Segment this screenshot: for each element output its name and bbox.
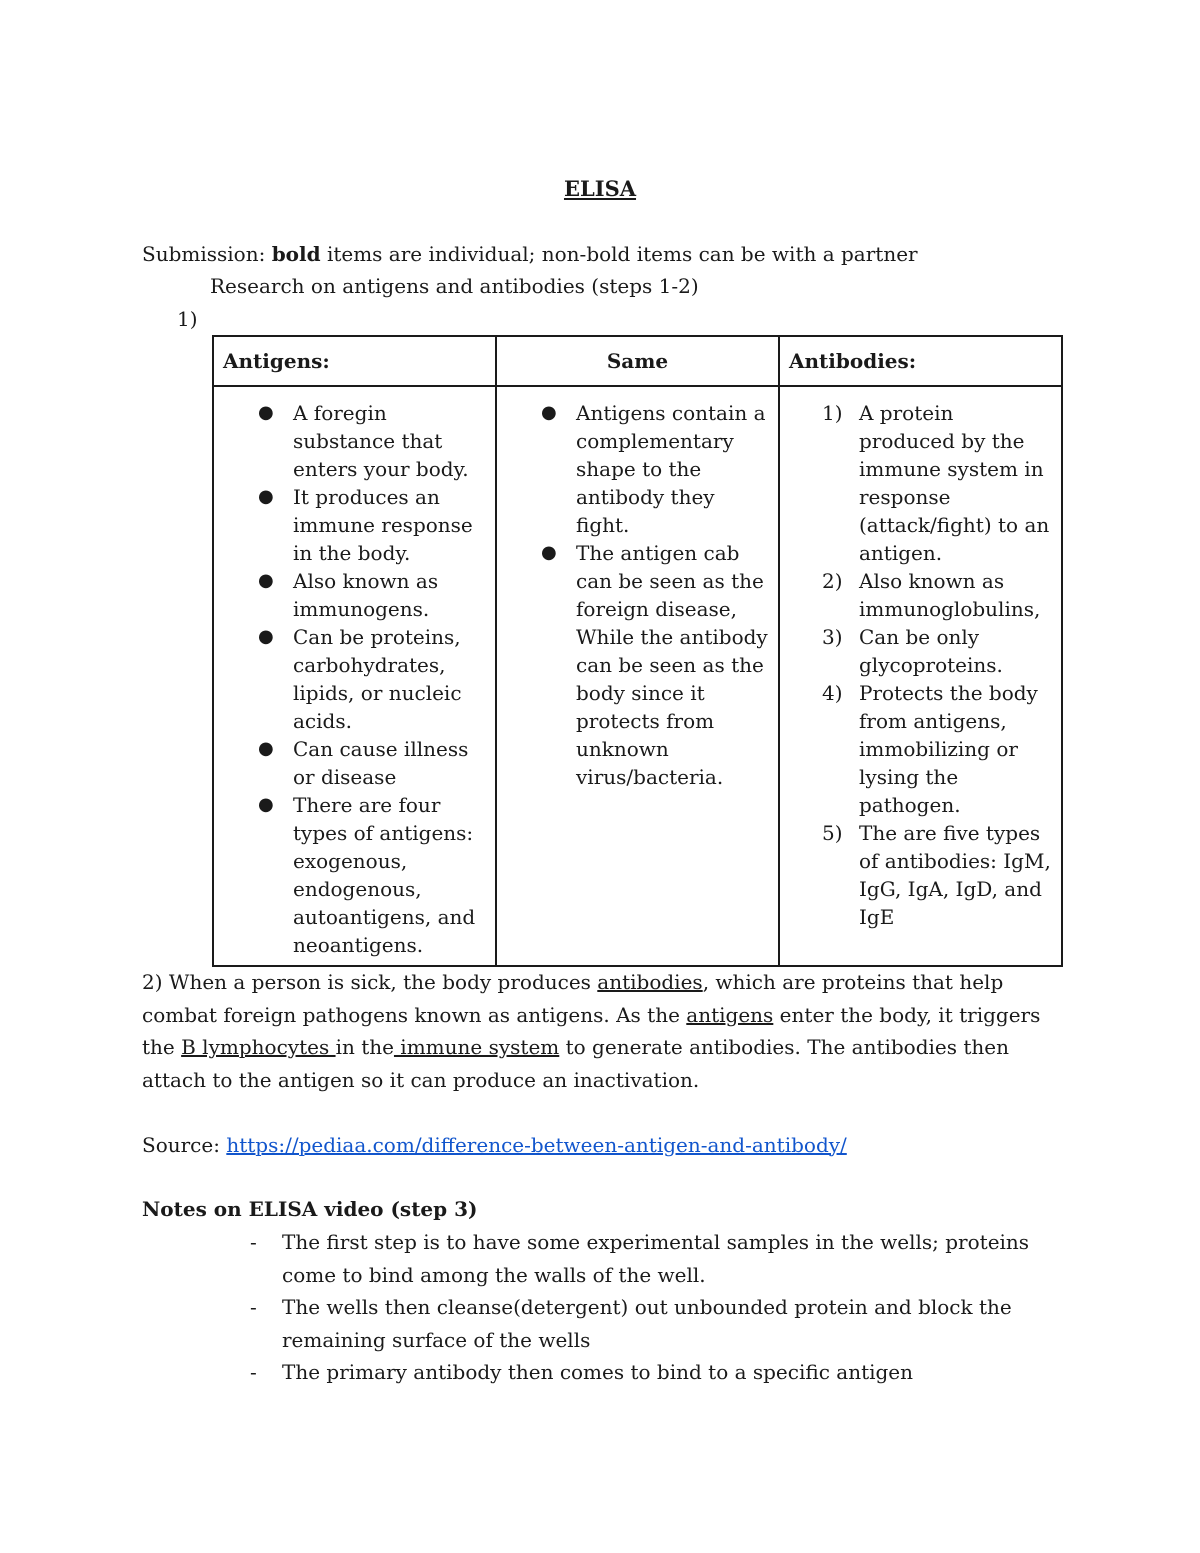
source-link[interactable]: https://pediaa.com/difference-between-antigen-and-antibody/ bbox=[226, 1132, 847, 1157]
list-item: 5) The are five types of antibodies: IgM, IgG, IgA, IgD, and IgE bbox=[822, 821, 1051, 929]
same-cell bbox=[496, 386, 779, 966]
submission-prefix: Submission: bbox=[142, 242, 272, 266]
underlined-b-lymphocytes: B lymphocytes bbox=[181, 1035, 336, 1059]
notes-list bbox=[250, 1226, 1070, 1389]
bullet-icon: ● bbox=[258, 738, 274, 759]
antibodies-list bbox=[780, 399, 1053, 931]
submission-line bbox=[142, 238, 918, 270]
header-same: Same bbox=[496, 336, 779, 386]
list-item: 4) Protects the body from antigens, immobilizing or lysing the pathogen. bbox=[822, 681, 1038, 817]
bullet-icon: ● bbox=[258, 570, 274, 591]
bullet-icon: ● bbox=[541, 402, 557, 423]
underlined-antibodies: antibodies bbox=[597, 970, 703, 994]
antigens-list bbox=[214, 399, 487, 959]
list-item: ● Also known as immunogens. bbox=[258, 569, 439, 621]
dash-icon: - bbox=[250, 1295, 257, 1319]
list-item: ● Antigens contain a complementary shape to the antibody they fight. bbox=[541, 401, 766, 537]
list-item: ● Can cause illness or disease bbox=[258, 737, 469, 789]
table-header-row bbox=[213, 336, 1062, 386]
notes-heading: Notes on ELISA video (step 3) bbox=[142, 1197, 478, 1221]
list-item: 1) A protein produced by the immune system in response (attack/fight) to an antigen. bbox=[822, 401, 1050, 565]
underlined-immune-system: immune system bbox=[393, 1035, 560, 1059]
bullet-icon: ● bbox=[258, 486, 274, 507]
page-title: ELISA bbox=[563, 176, 637, 201]
list-item: 3) Can be only glycoproteins. bbox=[822, 625, 1003, 677]
research-line: Research on antigens and antibodies (steps 1-2) bbox=[210, 274, 699, 298]
bullet-icon: ● bbox=[258, 402, 274, 423]
submission-rest: items are individual; non-bold items can be with a partner bbox=[320, 242, 918, 266]
list-item: ● The antigen cab can be seen as the foreign disease, While the antibody can be seen as the body since it protects from unknown virus/bacteria. bbox=[541, 541, 768, 789]
step2-paragraph: 2) When a person is sick, the body produces antibodies, which are proteins that help combat foreign pathogens known as antigens. As the antigens enter the body, it triggers the B lymphocytes in the immune system to generate antibodies. The antibodies then attach to the antigen so it can produce an inactivation. bbox=[142, 970, 1041, 1092]
step2-section bbox=[142, 966, 1042, 1161]
dash-icon: - bbox=[250, 1360, 257, 1384]
antibodies-cell bbox=[779, 386, 1062, 966]
dash-icon: - bbox=[250, 1230, 257, 1254]
underlined-antigens: antigens bbox=[686, 1002, 774, 1027]
header-antibodies: Antibodies: bbox=[779, 336, 1062, 386]
list-item: - The first step is to have some experimental samples in the wells; proteins come to bind among the walls of the well. bbox=[250, 1226, 1070, 1291]
list-item: - The wells then cleanse(detergent) out unbounded protein and block the remaining surface of the wells bbox=[250, 1291, 1070, 1356]
comparison-table bbox=[212, 335, 1063, 967]
list-item: ● There are four types of antigens: exogenous, endogenous, autoantigens, and neoantigens. bbox=[258, 793, 476, 957]
same-list bbox=[497, 399, 770, 791]
bullet-icon: ● bbox=[258, 626, 274, 647]
source-label: Source: bbox=[142, 1132, 227, 1157]
bullet-icon: ● bbox=[541, 542, 557, 563]
antigens-cell bbox=[213, 386, 496, 966]
bullet-icon: ● bbox=[258, 794, 274, 815]
step1-label: 1) bbox=[177, 307, 198, 331]
source-line bbox=[142, 1129, 1042, 1162]
list-item: 2) Also known as immunoglobulins, bbox=[822, 569, 1041, 621]
submission-bold-word: bold bbox=[271, 242, 321, 266]
table-body-row bbox=[213, 386, 1062, 966]
list-item: ● A foregin substance that enters your body. bbox=[258, 401, 469, 481]
list-item: - The primary antibody then comes to bind to a specific antigen bbox=[250, 1356, 1070, 1389]
list-item: ● Can be proteins, carbohydrates, lipids, or nucleic acids. bbox=[258, 625, 462, 733]
header-antigens: Antigens: bbox=[213, 336, 496, 386]
list-item: ● It produces an immune response in the body. bbox=[258, 485, 473, 565]
